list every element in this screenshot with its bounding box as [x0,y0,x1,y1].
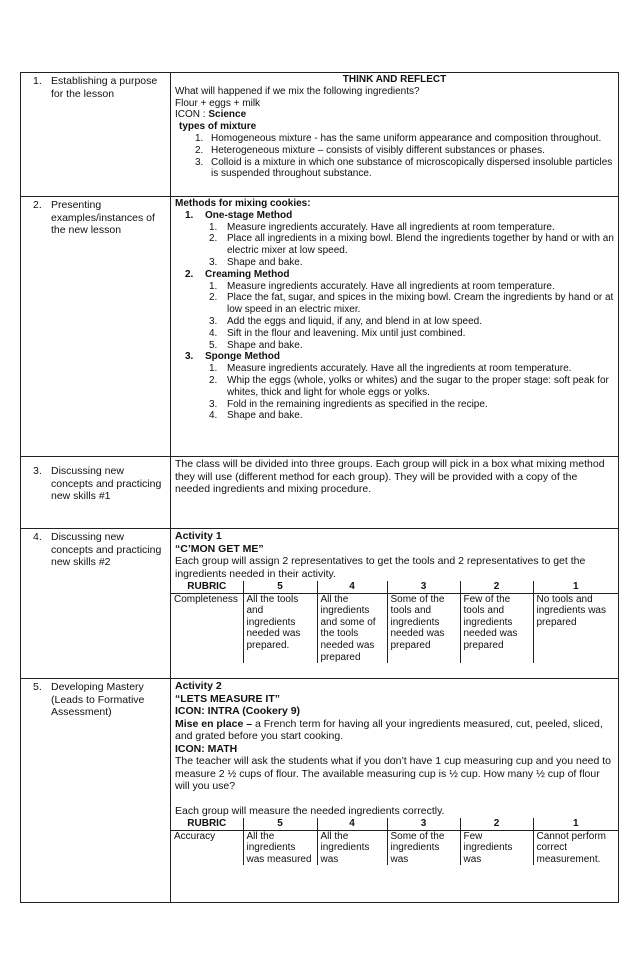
rubric-cell: Completeness [171,593,243,663]
row-label-text: Presenting examples/instances of the new lesson [51,199,155,236]
item-number: 2. [195,144,204,156]
method-number: 2. [185,268,194,280]
rubric-cell: No tools and ingredients was prepared [533,593,618,663]
step-text: Shape and bake. [227,410,303,422]
group-instructions: The class will be divided into three groups. Each group will pick in a box what mixing method they will use (different method for each group). They will be provided with a copy of the needed ingredients and mixing procedure. [175,458,605,495]
method-name: Sponge Method [205,351,280,363]
step-text: Measure ingredients accurately. Have all the ingredients at room temperature. [227,363,572,375]
row-number: 3. [33,465,42,477]
rubric-header-cell: 2 [460,818,533,830]
item-text: Heterogeneous mixture – consists of visibly different substances or phases. [211,144,545,156]
rubric-table [171,581,618,663]
rubric-cell: Some of the ingredients was [387,830,460,865]
step-number: 2. [209,292,218,304]
rubric-cell: All the ingredients and some of the tools needed was prepared [317,593,387,663]
row-label [21,529,170,571]
method-name: Creaming Method [205,268,290,280]
rubric-table [171,818,618,865]
method-step [175,292,614,316]
step-text: Measure ingredients accurately. Have all ingredients at room temperature. [227,280,555,292]
step-text: Shape and bake. [227,339,303,351]
step-text: Shape and bake. [227,256,303,268]
rubric-cell: All the ingredients was [317,830,387,865]
row-label [21,73,170,102]
method-heading [175,269,614,281]
rubric-header-cell: RUBRIC [171,818,243,830]
question-line: What will happened if we mix the following ingredients? [175,85,420,97]
rubric-row [171,593,618,663]
rubric-header-cell: 4 [317,581,387,593]
row-establishing-purpose [21,73,619,197]
method-number: 1. [185,209,194,221]
rubric-header-cell: 1 [533,818,618,830]
rubric-header-cell: 3 [387,818,460,830]
row-label-text: Discussing new concepts and practicing new skills #2 [51,531,162,568]
lesson-plan-table [20,72,619,903]
activity-title: “LETS MEASURE IT” [175,692,281,705]
rubric-header-cell: RUBRIC [171,581,243,593]
row-label [21,679,170,721]
rubric-cell: All the tools and ingredients needed was prepared. [243,593,317,663]
row-label-text: Developing Mastery (Leads to Formative Assessment) [51,681,145,718]
step-text: Place all ingredients in a mixing bowl. Blend the ingredients together by hand or with an electric mixer at low speed. [227,233,614,257]
method-heading [175,210,614,222]
method-step [175,363,614,375]
rubric-header-cell: 5 [243,581,317,593]
activity-label: Activity 2 [175,680,222,692]
item-number: 3. [195,156,204,168]
step-text: Sift in the flour and leavening. Mix until just combined. [227,327,466,339]
method-name: One-stage Method [205,209,293,221]
method-step [175,316,614,328]
method-number: 3. [185,351,194,363]
row-presenting-examples [21,197,619,457]
rubric-cell: Few of the tools and ingredients needed was prepared [460,593,533,663]
step-text: Measure ingredients accurately. Have all ingredients at room temperature. [227,221,555,233]
step-number: 5. [209,339,218,351]
item-text: Colloid is a mixture in which one substance of microscopically dispersed insoluble particles is suspended throughout substance. [211,156,613,180]
step-number: 2. [209,233,218,245]
rubric-header-row [171,818,618,830]
rubric-header-cell: 4 [317,818,387,830]
item-text: Homogeneous mixture - has the same uniform appearance and composition throughout. [211,132,602,144]
rubric-cell: Few ingredients was [460,830,533,865]
step-text: Place the fat, sugar, and spices in the mixing bowl. Cream the ingredients by hand or at low speed in an electric mixer. [227,292,614,316]
row-number: 2. [33,199,42,211]
section-title: Methods for mixing cookies: [175,198,311,209]
method-step [175,281,614,293]
methods-list [175,210,614,422]
icon-intra: ICON: INTRA (Cookery 9) [175,705,301,717]
row-label-text: Discussing new concepts and practicing new skills #1 [51,465,162,502]
method-step [175,222,614,234]
step-number: 4. [209,410,218,422]
rubric-header-cell: 3 [387,581,460,593]
activity-label: Activity 1 [175,530,222,542]
rubric-cell: All the ingredients was measured [243,830,317,865]
activity-title: “C’MON GET ME” [175,542,264,555]
rubric-header-cell: 5 [243,818,317,830]
list-item [175,157,614,181]
step-text: Add the eggs and liquid, if any, and blend in at low speed. [227,315,482,327]
row-number: 4. [33,531,42,543]
row-label [21,197,170,239]
list-item [175,145,614,157]
step-number: 1. [209,363,218,375]
step-number: 2. [209,374,218,386]
section-title: THINK AND REFLECT [342,74,447,85]
item-number: 1. [195,132,204,144]
formula-line: Flour + eggs + milk [175,97,261,109]
step-text: Whip the eggs (whole, yolks or whites) and the sugar to the proper stage: soft peak for whites, thick and light for whole eggs or yolks. [227,374,609,398]
method-step [175,233,614,257]
method-step [175,340,614,352]
method-heading [175,351,614,363]
step-text: Fold in the remaining ingredients as specified in the recipe. [227,398,488,410]
rubric-header-cell: 1 [533,581,618,593]
icon-line: ICON : Science [175,109,247,121]
method-step [175,399,614,411]
mise-en-place: Mise en place – a French term for having all your ingredients measured, cut, peeled, sliced, and grated before you start cooking. [175,717,603,742]
step-number: 4. [209,327,218,339]
row-number: 5. [33,681,42,693]
activity-instructions: Each group will measure the needed ingredients correctly. [175,804,445,817]
list-item [175,133,614,145]
icon-math: ICON: MATH [175,742,238,755]
method-step [175,328,614,340]
step-number: 1. [209,221,218,233]
types-title: types of mixture [179,121,257,133]
rubric-header-cell: 2 [460,581,533,593]
method-step [175,410,614,422]
row-developing-mastery [21,679,619,903]
activity-instructions: Each group will assign 2 representatives to get the tools and 2 representatives to get the ingredients needed in their activity. [175,555,586,580]
rubric-cell: Cannot perform correct measurement. [533,830,618,865]
row-discussing-2 [21,529,619,679]
step-number: 3. [209,315,218,327]
step-number: 3. [209,256,218,268]
step-number: 3. [209,398,218,410]
row-label-text: Establishing a purpose for the lesson [51,75,158,100]
row-label [21,457,170,505]
rubric-cell: Accuracy [171,830,243,865]
method-step [175,257,614,269]
step-number: 1. [209,280,218,292]
row-discussing-1 [21,457,619,529]
method-step [175,375,614,399]
math-question: The teacher will ask the students what if you don’t have 1 cup measuring cup and you need to measure 2 ½ cups of flour. The available measuring cup is ½ cup. How many ½ cup of flour will you use? [175,755,612,792]
types-list [175,133,614,180]
rubric-cell: Some of the tools and ingredients needed was prepared [387,593,460,663]
rubric-header-row [171,581,618,593]
rubric-row [171,830,618,865]
row-number: 1. [33,75,42,87]
